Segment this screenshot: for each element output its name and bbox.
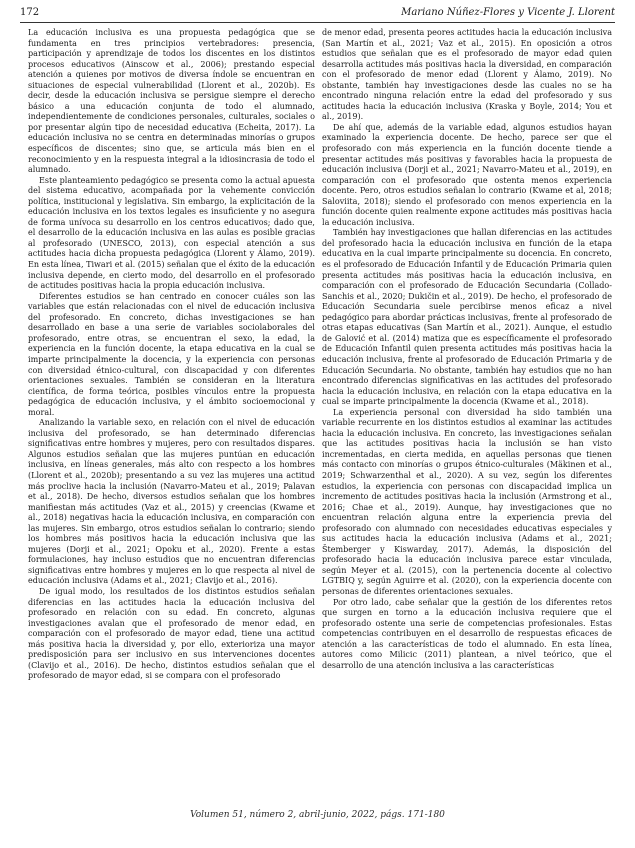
- page-footer-citation: Volumen 51, número 2, abril-junio, 2022, págs. 171-180: [190, 810, 445, 820]
- paragraph: De igual modo, los resultados de los distintos estudios señalan diferencias en las actitudes hacia la educación inclusiva del profesorado en relación con su edad. En concreto, algunas investigaciones avalan que el profesorado de menor edad, en comparación con el profesorado de mayor edad, tiene una actitud más positiva hacia la diversidad y, por ello, exterioriza una mayor predisposición para ser inclusivo en sus intervenciones docentes (Clavijo et al., 2016). De hecho, distintos estudios señalan que el profesorado de mayor edad, si se compara con el profesorado: [28, 586, 315, 681]
- paragraph: La experiencia personal con diversidad ha sido también una variable recurrente en los distintos estudios al examinar las actitudes hacia la educación inclusiva. En concreto, las investigaciones señalan que las actitudes positivas hacia la inclusión se han visto incrementadas, en cierta medida, en aquellas personas que tienen más contacto con minorías o grupos étnico-culturales (Mäkinen et al., 2019; Schwarzenthal et al., 2020). A su vez, según los diferentes estudios, la experiencia con personas con discapacidad implica un incremento de actitudes positivas hacia la inclusión (Armstrong et al., 2016; Chae et al., 2019). Aunque, hay investigaciones que no encuentran relación alguna entre la experiencia previa del profesorado con alumnado con necesidades educativas especiales y sus actitudes hacia la educación inclusiva (Adams et al., 2021; Štemberger y Kiswarday, 2017). Además, la disposición del profesorado hacia la educación inclusiva parece estar vinculada, según Meyer et al. (2015), con la pertenencia docente al colectivo LGTBIQ y, según Aguirre et al. (2020), con la experiencia docente con personas de diferentes orientaciones sexuales.: [322, 407, 612, 596]
- paragraph: Por otro lado, cabe señalar que la gestión de los diferentes retos que surgen en torno a la educación inclusiva requiere que el profesorado ostente una serie de competencias profesionales. Estas competencias contribuyen en el desarrollo de respuestas eficaces de atención a las características de todo el alumnado. En esta línea, autores como Milicic (2011) plantean, a nivel teórico, que el desarrollo de una atención inclusiva a las características: [322, 597, 612, 670]
- paragraph: Diferentes estudios se han centrado en conocer cuáles son las variables que están relacionadas con el nivel de educación inclusiva del profesorado. En concreto, dichas investigaciones se han desarrollado en base a una serie de variables sociolaborales del profesorado, entre otras, se encuentran el sexo, la edad, la experiencia en la función docente, la etapa educativa en la cual se imparte principalmente la docencia, y la experiencia con personas con diversidad étnico-cultural, con discapacidad y con diferentes orientaciones sexuales. También se consideran en la literatura científica, de forma teórica, posibles vínculos entre la propuesta pedagógica de educación inclusiva, y el ámbito socioemocional y moral.: [28, 291, 315, 417]
- paragraph: También hay investigaciones que hallan diferencias en las actitudes del profesorado hacia la educación inclusiva en función de la etapa educativa en la cual imparte principalmente su docencia. En concreto, es el profesorado de Educación Infantil y de Educación Primaria quien presenta actitudes más positivas hacia la educación inclusiva, en comparación con el profesorado de Educación Secundaria (Collado-Sanchis et al., 2020; Dukičin et al., 2019). De hecho, el profesorado de Educación Secundaria suele percibirse menos eficaz a nivel pedagógico para abordar prácticas inclusivas, frente al profesorado de otras etapas educativas (San Martín et al., 2021). Aunque, el estudio de Galović et al. (2014) matiza que es específicamente el profesorado de Educación Infantil quien presenta actitudes más positivas hacia la educación inclusiva, frente al profesorado de Educación Primaria y de Educación Secundaria. No obstante, también hay estudios que no han encontrado diferencias significativas en las actitudes del profesorado hacia la educación inclusiva, en relación con la etapa educativa en la cual se imparte principalmente la docencia (Kwame et al., 2018).: [322, 228, 612, 407]
- paragraph: Analizando la variable sexo, en relación con el nivel de educación inclusiva del profesorado, se han determinado diferencias significativas entre hombres y mujeres, pero con resultados dispares. Algunos estudios señalan que las mujeres puntúan en educación inclusiva, en líneas generales, más alto con respecto a los hombres (Llorent et al., 2020b); presentando a su vez las mujeres una actitud más proclive hacia la inclusión (Navarro-Mateu et al., 2019; Palavan et al., 2018). De hecho, diversos estudios señalan que los hombres manifiestan más actitudes (Vaz et al., 2015) y creencias (Kwame et al., 2018) negativas hacia la educación inclusiva, en comparación con las mujeres. Sin embargo, otros estudios señalan lo contrario; siendo los hombres más positivos hacia la educación inclusiva que las mujeres (Dorji et al., 2021; Opoku et al., 2020). Frente a estas formulaciones, hay incluso estudios que no encuentran diferencias significativas entre hombres y mujeres en lo que respecta al nivel de educación inclusiva (Adams et al., 2021; Clavijo et al., 2016).: [28, 418, 315, 586]
- left-column: [28, 28, 315, 682]
- page-header: [20, 7, 615, 21]
- paragraph: De ahí que, además de la variable edad, algunos estudios hayan examinado la experiencia docente. De hecho, parece ser que el profesorado con más experiencia en la función docente tiende a presentar actitudes más positivas y favorables hacia la propuesta de educación inclusiva (Dorji et al., 2021; Navarro-Mateu et al., 2019), en comparación con el profesorado que ostenta menos experiencia docente. Pero, otros estudios señalan lo contrario (Kwame et al, 2018; Saloviita, 2018); siendo el profesorado con menos experiencia en la función docente quien realmente expone actitudes más positivas hacia la educación inclusiva.: [322, 122, 612, 227]
- right-column: [322, 28, 612, 671]
- page-number: 172: [20, 7, 40, 18]
- running-head-authors: Mariano Núñez-Flores y Vicente J. Llorent: [401, 7, 615, 18]
- paragraph: de menor edad, presenta peores actitudes hacia la educación inclusiva (San Martín et al., 2021; Vaz et al., 2015). En oposición a otros estudios que señalan que es el profesorado de mayor edad quien desarrolla actitudes más positivas hacia la diversidad, en comparación con el profesorado de menor edad (Llorent y Álamo, 2019). No obstante, también hay investigaciones desde las cuales no se ha encontrado ninguna relación entre la edad del profesorado y sus actitudes hacia la educación inclusiva (Kraska y Boyle, 2014; You et al., 2019).: [322, 28, 612, 122]
- header-rule: [20, 22, 615, 23]
- paragraph: La educación inclusiva es una propuesta pedagógica que se fundamenta en tres principios vertebradores: presencia, participación y aprendizaje de todos los discentes en los distintos procesos educativos (Ainscow et al., 2006); prestando especial atención a quienes por motivos de diversa índole se encuentran en situaciones de especial vulnerabilidad (Llorent et al., 2020b). Es decir, desde la educación inclusiva se persigue siempre el derecho básico a una educación conjunta de todo el alumnado, independientemente de condiciones personales, culturales, sociales o por presentar algún tipo de necesidad educativa (Echeita, 2017). La educación inclusiva no se centra en determinadas minorías o grupos específicos de discentes; sino que, se articula más bien en el reconocimiento y en la respuesta integral a la idiosincrasia de todo el alumnado.: [28, 28, 315, 175]
- paragraph: Este planteamiento pedagógico se presenta como la actual apuesta del sistema educativo, acompañada por la vehemente convicción política, institucional y legislativa. Sin embargo, la explicitación de la educación inclusiva en los textos legales es insuficiente y no asegura de forma unívoca su desarrollo en los centros educativos; dado que, el desarrollo de la educación inclusiva en las aulas es posible gracias al profesorado (UNESCO, 2013), con especial atención a sus actitudes hacia dicha propuesta pedagógica (Llorent y Álamo, 2019). En esta línea, Tiwari et al. (2015) señalan que el éxito de la educación inclusiva depende, en cierto modo, del desarrollo en el profesorado de actitudes positivas hacia la propia educación inclusiva.: [28, 175, 316, 291]
